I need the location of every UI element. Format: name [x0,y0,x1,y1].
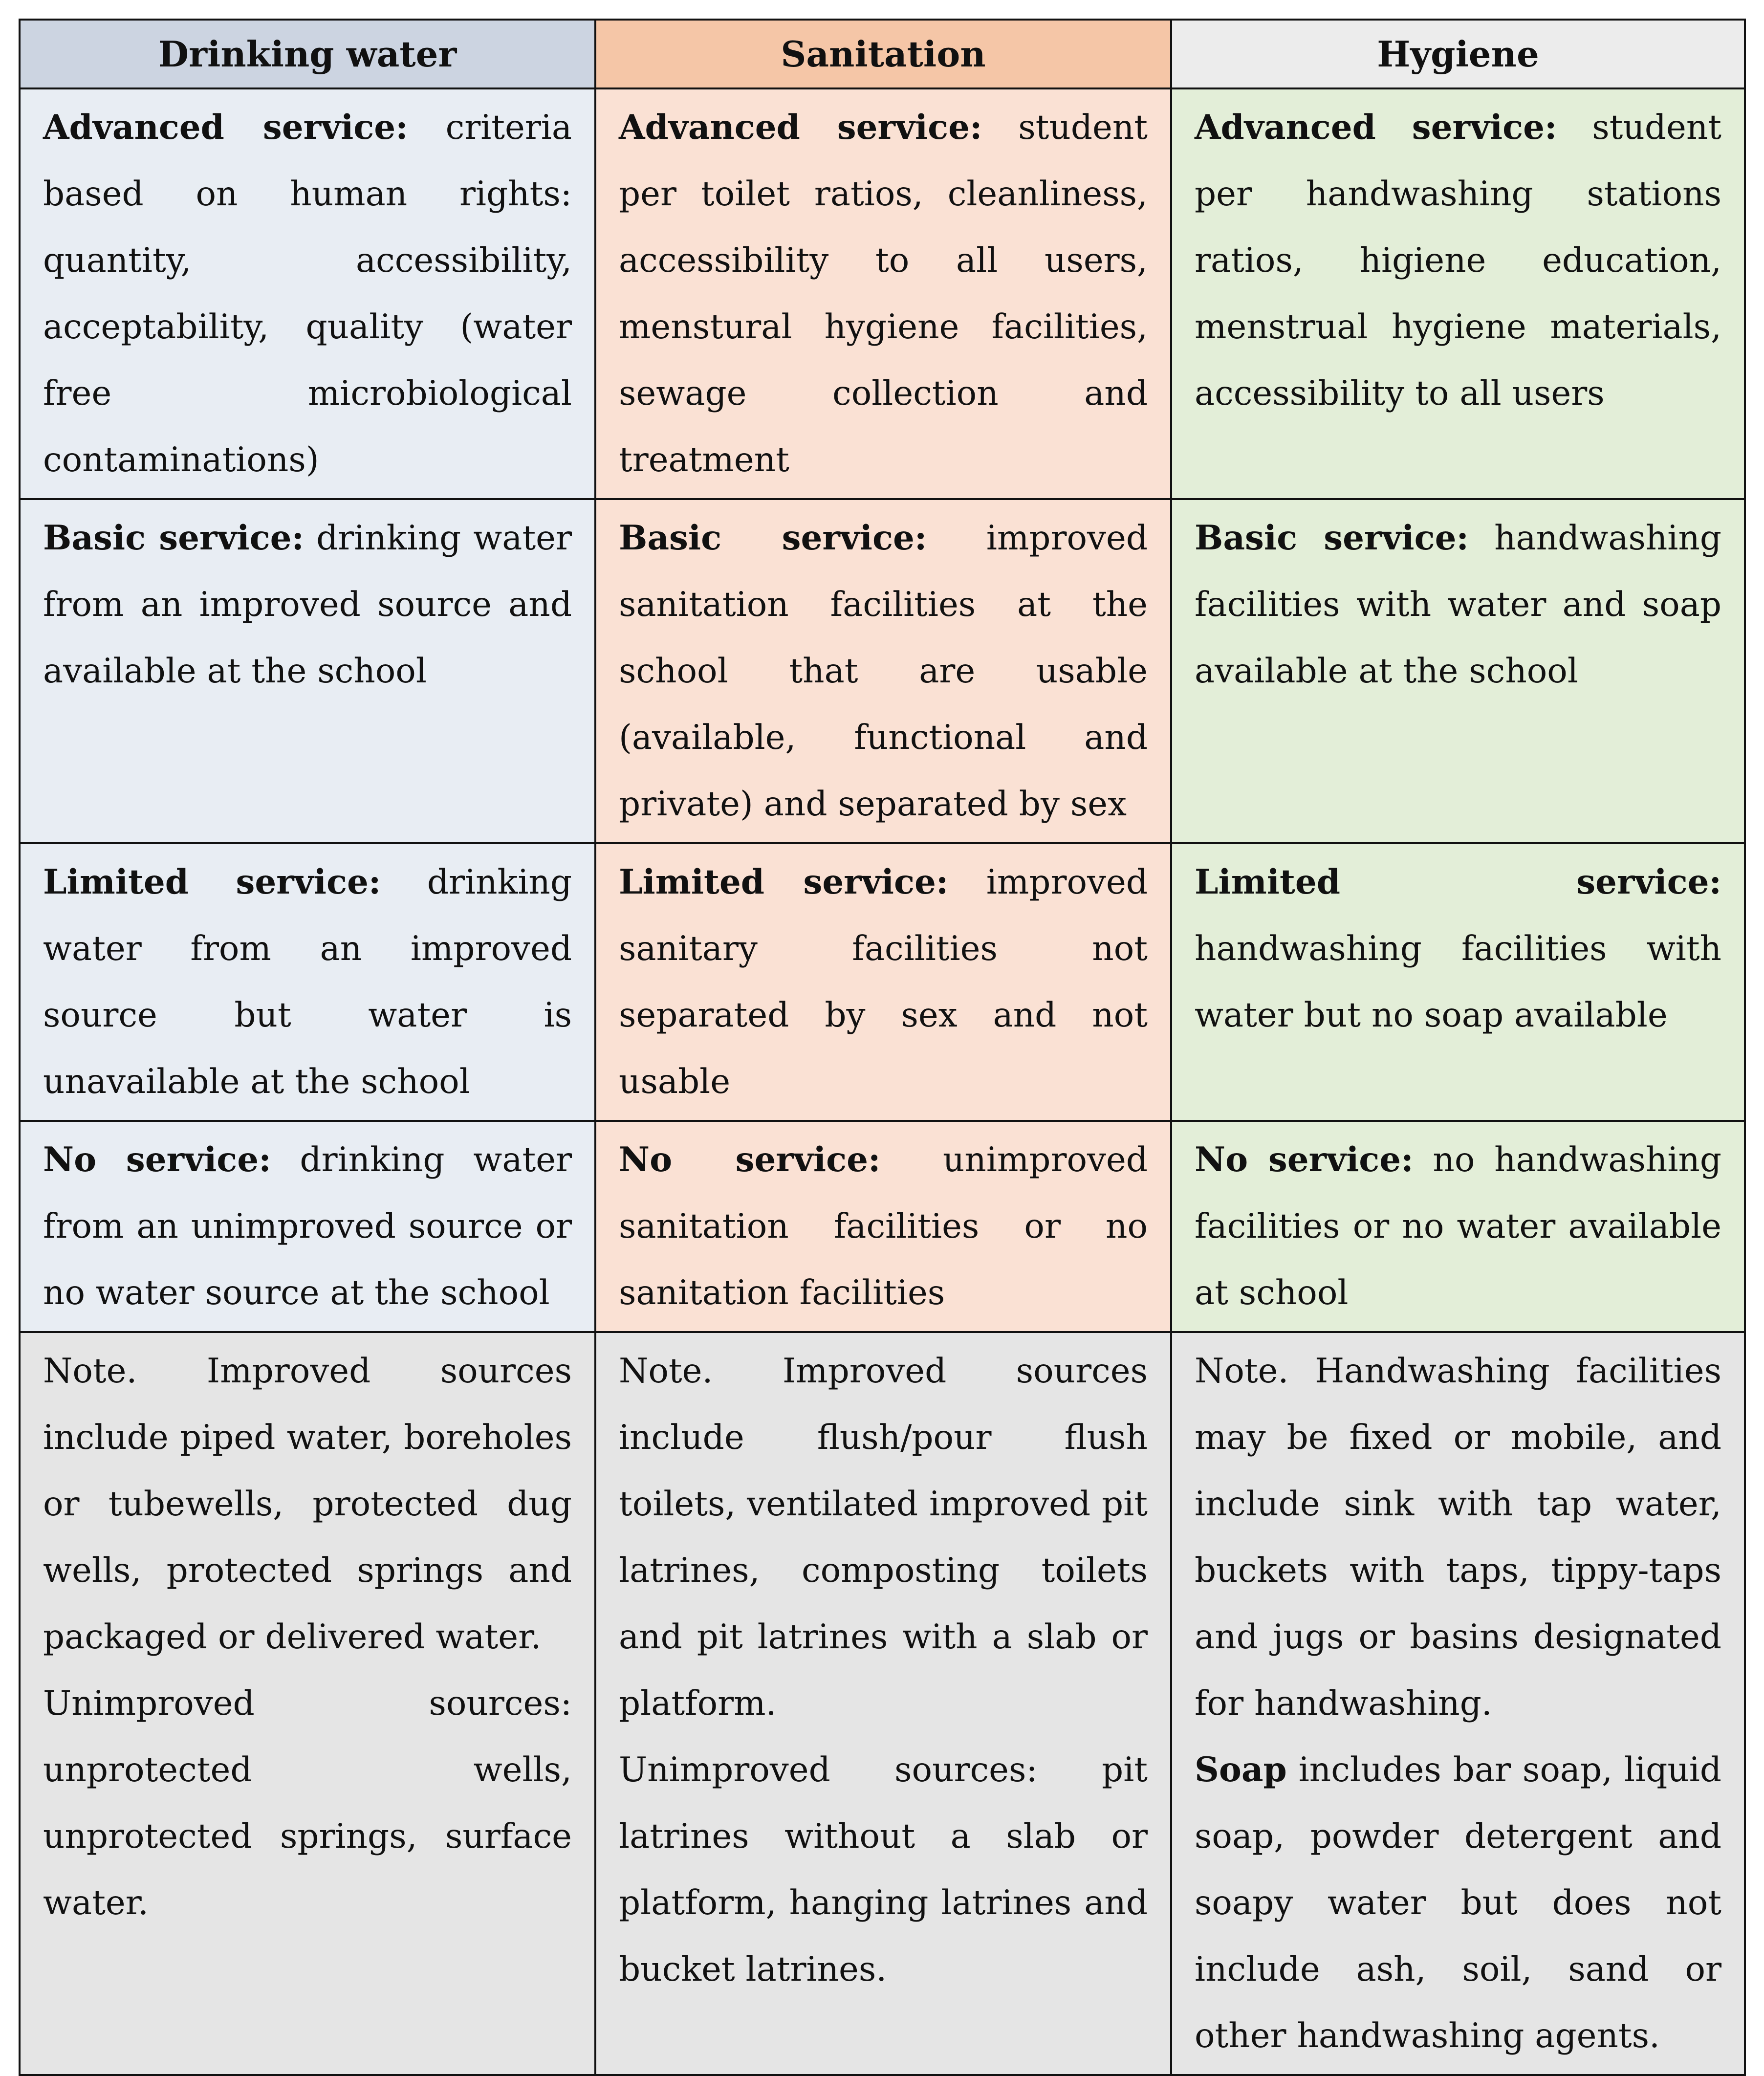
table-row-notes [20,1332,1745,2075]
soap-description: includes bar soap, liquid soap, powder detergent and soapy water but does not include ash, soil, sand or other handwashing agents. [1195,1750,1721,2055]
service-level-label: Limited service: [43,862,381,902]
table-body [20,88,1745,2075]
cell-sanitation-limited [595,843,1171,1121]
service-level-label: Advanced service: [43,108,408,147]
cell-drinking-water-limited [20,843,595,1121]
column-header-drinking-water: Drinking water [20,20,595,88]
note-paragraph-improved: Note. Improved sources include piped water, boreholes or tubewells, protected dug wells, protected springs and packaged or delivered water. [43,1352,572,1657]
cell-sanitation-advanced [595,88,1171,499]
cell-hygiene-advanced [1171,88,1745,499]
service-level-label: Advanced service: [619,108,982,147]
cell-hygiene-limited [1171,843,1745,1121]
service-level-label: Limited service: [1195,862,1721,902]
cell-drinking-water-advanced [20,88,595,499]
cell-hygiene-basic [1171,499,1745,843]
cell-drinking-water-basic [20,499,595,843]
note-paragraph-facilities: Note. Handwashing facilities may be fixed or mobile, and include sink with tap water, buckets with taps, tippy-taps and jugs or basins designated for handwashing. [1195,1352,1721,1723]
service-description: drinking water from an improved source and available at the school [43,519,572,691]
service-level-label: Basic service: [1195,518,1469,558]
cell-drinking-water-no-service [20,1121,595,1332]
table-header [20,20,1745,88]
cell-drinking-water-note [20,1332,595,2075]
table-row-limited-service [20,843,1745,1121]
service-level-label: Basic service: [43,518,305,558]
service-description: handwashing facilities with water but no soap available [1195,929,1721,1035]
note-paragraph-improved: Note. Improved sources include flush/pour flush toilets, ventilated improved pit latrines, composting toilets and pit latrines with a slab or platform. [619,1352,1148,1723]
cell-sanitation-note [595,1332,1171,2075]
service-level-label: No service: [1195,1140,1414,1180]
service-description: unimproved sanitation facilities or no sanitation facilities [619,1140,1148,1312]
service-level-label: Advanced service: [1195,108,1557,147]
service-level-label: Basic service: [619,518,927,558]
cell-sanitation-basic [595,499,1171,843]
wash-service-ladder-table [19,19,1746,2076]
service-description: drinking water from an improved source but water is unavailable at the school [43,863,572,1101]
cell-sanitation-no-service [595,1121,1171,1332]
table-row-no-service [20,1121,1745,1332]
table-row-advanced-service [20,88,1745,499]
cell-hygiene-note [1171,1332,1745,2075]
header-row [20,20,1745,88]
service-description: criteria based on human rights: quantity, accessibility, acceptability, quality (water free microbiological contaminations) [43,108,572,480]
service-description: drinking water from an unimproved source or no water source at the school [43,1140,572,1312]
table-row-basic-service [20,499,1745,843]
service-description: student per toilet ratios, cleanliness, accessibility to all users, menstural hygiene facilities, sewage collection and treatment [619,108,1148,480]
note-paragraph-soap [1195,1737,1721,2069]
service-description: improved sanitary facilities not separated by sex and not usable [619,863,1148,1101]
soap-label: Soap [1195,1750,1287,1790]
service-level-label: No service: [43,1140,271,1180]
service-description: improved sanitation facilities at the school that are usable (available, functional and private) and separated by sex [619,519,1148,824]
cell-hygiene-no-service [1171,1121,1745,1332]
service-level-label: No service: [619,1140,881,1180]
service-description: student per handwashing stations ratios, higiene education, menstrual hygiene materials, accessibility to all users [1195,108,1721,413]
service-description: no handwashing facilities or no water available at school [1195,1140,1722,1312]
column-header-hygiene: Hygiene [1171,20,1745,88]
note-paragraph-unimproved: Unimproved sources: pit latrines without a slab or platform, hanging latrines and bucket latrines. [619,1750,1148,1989]
column-header-sanitation: Sanitation [595,20,1171,88]
note-paragraph-unimproved: Unimproved sources: unprotected wells, unprotected springs, surface water. [43,1684,572,1923]
service-level-label: Limited service: [619,862,949,902]
service-description: handwashing facilities with water and soap available at the school [1195,519,1721,691]
